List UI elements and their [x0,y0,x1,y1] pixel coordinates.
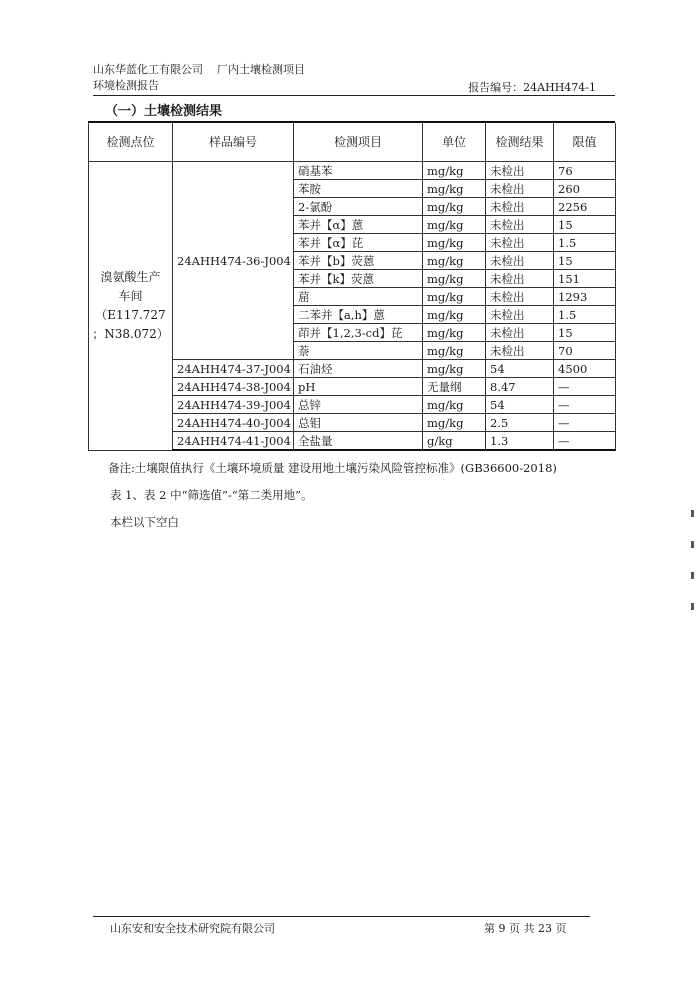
sample-id: 24AHH474-40-J004 [173,414,294,432]
test-item: 苯并【k】荧蒽 [294,270,423,288]
limit-value: 70 [554,342,616,360]
sampling-point-line: （E117.727 [95,307,166,322]
scan-edge-marks [691,510,694,634]
test-result: 1.3 [486,432,554,451]
unit: mg/kg [423,360,486,378]
test-item: 石油烃 [294,360,423,378]
report-number: 报告编号：24AHH474-1 [468,81,596,94]
test-result: 未检出 [486,342,554,360]
unit: mg/kg [423,216,486,234]
sampling-point [89,162,173,451]
unit: mg/kg [423,324,486,342]
test-item: 硝基苯 [294,162,423,180]
test-result: 未检出 [486,180,554,198]
test-result: 未检出 [486,198,554,216]
limit-value: — [554,378,616,396]
test-result: 未检出 [486,162,554,180]
test-item: 2-氯酚 [294,198,423,216]
sample-id: 24AHH474-36-J004 [173,162,294,360]
test-item: 苯胺 [294,180,423,198]
test-result: 未检出 [486,252,554,270]
report-header [93,62,305,94]
test-result: 未检出 [486,216,554,234]
note-standard: 备注:土壤限值执行《土壤环境质量 建设用地土壤污染风险管控标准》(GB36600-2018) [108,461,557,475]
test-item: pH [294,378,423,396]
edge-mark [691,541,694,548]
limit-value: 15 [554,216,616,234]
test-result: 2.5 [486,414,554,432]
test-item: 总钼 [294,414,423,432]
sampling-point-line: 车间 [118,288,143,303]
test-item: 萘 [294,342,423,360]
edge-mark [691,510,694,517]
section-title: （一）土壤检测结果 [105,104,223,119]
sampling-point-line: 溴氨酸生产 [100,269,161,284]
unit: mg/kg [423,234,486,252]
footer-institute: 山东安和安全技术研究院有限公司 [110,922,275,935]
test-item: 苯并【α】蒽 [294,216,423,234]
table-body [89,162,616,451]
note-screening: 表 1、表 2 中“筛选值”-“第二类用地”。 [110,488,313,502]
limit-value: 4500 [554,360,616,378]
test-item: 全盐量 [294,432,423,451]
limit-value: 1.5 [554,234,616,252]
limit-value: 15 [554,324,616,342]
column-header: 单位 [423,123,486,162]
header-divider [93,95,615,96]
unit: mg/kg [423,162,486,180]
table-header-row [89,123,616,162]
limit-value: — [554,432,616,451]
sample-id: 24AHH474-38-J004 [173,378,294,396]
limit-value: 15 [554,252,616,270]
column-header: 检测点位 [89,123,173,162]
soil-results-table [88,123,616,451]
sample-id: 24AHH474-41-J004 [173,432,294,451]
test-result: 未检出 [486,288,554,306]
unit: mg/kg [423,342,486,360]
limit-value: 260 [554,180,616,198]
page-number: 第 9 页 共 23 页 [484,922,567,935]
column-header: 限值 [554,123,616,162]
test-result: 未检出 [486,270,554,288]
test-item: 䓛 [294,288,423,306]
test-result: 未检出 [486,324,554,342]
unit: 无量纲 [423,378,486,396]
unit: mg/kg [423,198,486,216]
limit-value: 151 [554,270,616,288]
edge-mark [691,603,694,610]
column-header: 样品编号 [173,123,294,162]
test-item: 总锌 [294,396,423,414]
unit: mg/kg [423,414,486,432]
test-result: 54 [486,360,554,378]
report-type: 环境检测报告 [93,79,159,92]
edge-mark [691,572,694,579]
limit-value: — [554,414,616,432]
unit: mg/kg [423,306,486,324]
unit: mg/kg [423,270,486,288]
sample-id: 24AHH474-39-J004 [173,396,294,414]
unit: mg/kg [423,180,486,198]
footer-divider [93,916,590,917]
note-blank: 本栏以下空白 [110,515,179,529]
limit-value: — [554,396,616,414]
limit-value: 1293 [554,288,616,306]
test-result: 未检出 [486,306,554,324]
project-name: 厂内土壤检测项目 [217,63,305,76]
company-name: 山东华蓝化工有限公司 [93,63,203,76]
limit-value: 76 [554,162,616,180]
table-row [89,162,616,180]
test-result: 8.47 [486,378,554,396]
limit-value: 2256 [554,198,616,216]
column-header: 检测结果 [486,123,554,162]
unit: mg/kg [423,396,486,414]
unit: mg/kg [423,288,486,306]
sampling-point-line: ；N38.072） [92,326,169,341]
unit: mg/kg [423,252,486,270]
test-item: 苯并【b】荧蒽 [294,252,423,270]
sample-id: 24AHH474-37-J004 [173,360,294,378]
test-result: 54 [486,396,554,414]
limit-value: 1.5 [554,306,616,324]
test-item: 苯并【α】芘 [294,234,423,252]
unit: g/kg [423,432,486,451]
column-header: 检测项目 [294,123,423,162]
test-item: 茚并【1,2,3-cd】芘 [294,324,423,342]
test-item: 二苯并【a,h】蒽 [294,306,423,324]
test-result: 未检出 [486,234,554,252]
header-line-1 [93,62,305,78]
